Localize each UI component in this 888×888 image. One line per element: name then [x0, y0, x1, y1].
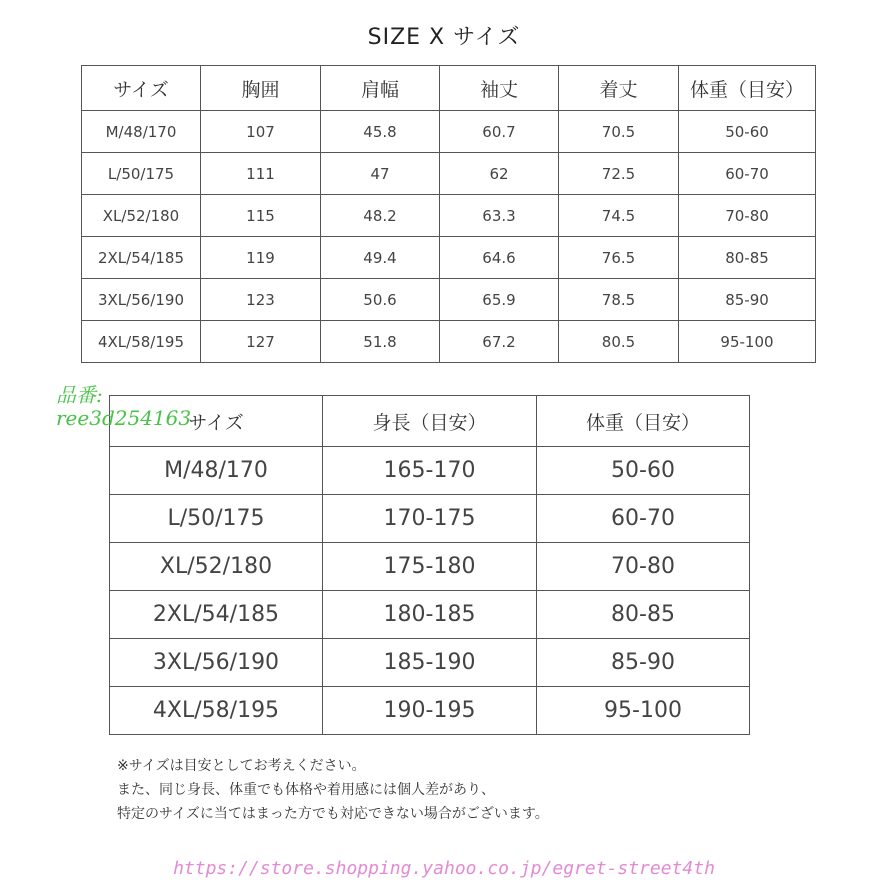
table-cell: 62 — [440, 153, 559, 195]
column-header: 胸囲 — [201, 66, 321, 111]
table-cell: 65.9 — [440, 279, 559, 321]
table-cell: 50-60 — [679, 111, 816, 153]
table-cell: 80.5 — [559, 321, 679, 363]
size-height-weight-table-body — [110, 396, 750, 735]
table-row — [82, 195, 816, 237]
table-cell: 70-80 — [537, 543, 750, 591]
table-cell: 64.6 — [440, 237, 559, 279]
column-header: サイズ — [82, 66, 201, 111]
table-cell: 4XL/58/195 — [110, 687, 323, 735]
table-cell: 45.8 — [321, 111, 440, 153]
column-header: 袖丈 — [440, 66, 559, 111]
table-cell: 165-170 — [323, 447, 537, 495]
table-cell: 180-185 — [323, 591, 537, 639]
table-cell: 85-90 — [679, 279, 816, 321]
table-cell: 175-180 — [323, 543, 537, 591]
table-cell: 50.6 — [321, 279, 440, 321]
note-line: ※サイズは目安としてお考えください。 — [117, 758, 366, 774]
table-cell: M/48/170 — [82, 111, 201, 153]
table-cell: 70-80 — [679, 195, 816, 237]
size-notes — [117, 754, 549, 826]
table-cell: 67.2 — [440, 321, 559, 363]
page-title: SIZE X サイズ — [367, 25, 521, 50]
size-measurements-table — [81, 65, 816, 363]
table-cell: 80-85 — [679, 237, 816, 279]
table-cell: 47 — [321, 153, 440, 195]
table-cell: 80-85 — [537, 591, 750, 639]
table-cell: 85-90 — [537, 639, 750, 687]
column-header: サイズ — [110, 396, 323, 447]
table-row — [110, 447, 750, 495]
column-header: 体重（目安） — [537, 396, 750, 447]
table-cell: 170-175 — [323, 495, 537, 543]
column-header: 身長（目安） — [323, 396, 537, 447]
table-cell: 74.5 — [559, 195, 679, 237]
table-cell: 78.5 — [559, 279, 679, 321]
table-row — [110, 687, 750, 735]
table-cell: XL/52/180 — [82, 195, 201, 237]
size-measurements-table-body — [82, 66, 816, 363]
table-cell: 4XL/58/195 — [82, 321, 201, 363]
table-row — [110, 495, 750, 543]
table-cell: 185-190 — [323, 639, 537, 687]
column-header: 着丈 — [559, 66, 679, 111]
table-cell: 70.5 — [559, 111, 679, 153]
table-cell: 127 — [201, 321, 321, 363]
column-header: 肩幅 — [321, 66, 440, 111]
table-cell: 95-100 — [679, 321, 816, 363]
table-cell: 63.3 — [440, 195, 559, 237]
table-cell: 60-70 — [679, 153, 816, 195]
table-cell: M/48/170 — [110, 447, 323, 495]
table-cell: 50-60 — [537, 447, 750, 495]
table-cell: XL/52/180 — [110, 543, 323, 591]
table-cell: 2XL/54/185 — [110, 591, 323, 639]
size-height-weight-table — [109, 395, 750, 735]
table-cell: 111 — [201, 153, 321, 195]
note-line: 特定のサイズに当てはまった方でも対応できない場合がございます。 — [117, 806, 549, 822]
table-cell: L/50/175 — [110, 495, 323, 543]
note-line: また、同じ身長、体重でも体格や着用感には個人差があり、 — [117, 782, 495, 798]
table-cell: 60-70 — [537, 495, 750, 543]
watermark-label: 品番: — [56, 383, 103, 407]
column-header: 体重（目安） — [679, 66, 816, 111]
table-cell: 76.5 — [559, 237, 679, 279]
table-row — [82, 153, 816, 195]
table-cell: 115 — [201, 195, 321, 237]
table-cell: 95-100 — [537, 687, 750, 735]
table-header-row — [110, 396, 750, 447]
table-cell: 190-195 — [323, 687, 537, 735]
table-cell: 3XL/56/190 — [82, 279, 201, 321]
table-row — [82, 321, 816, 363]
table-row — [82, 237, 816, 279]
table-row — [82, 111, 816, 153]
table-cell: 60.7 — [440, 111, 559, 153]
table-row — [110, 591, 750, 639]
table-row — [110, 543, 750, 591]
table-cell: 49.4 — [321, 237, 440, 279]
table-cell: 2XL/54/185 — [82, 237, 201, 279]
table-cell: 51.8 — [321, 321, 440, 363]
table-cell: 3XL/56/190 — [110, 639, 323, 687]
watermark-code: ree3d254163 — [56, 406, 192, 430]
table-row — [110, 639, 750, 687]
table-cell: 107 — [201, 111, 321, 153]
table-cell: 119 — [201, 237, 321, 279]
table-cell: 123 — [201, 279, 321, 321]
table-cell: 48.2 — [321, 195, 440, 237]
table-header-row — [82, 66, 816, 111]
store-url-link[interactable]: https://store.shopping.yahoo.co.jp/egret-street4th — [173, 858, 715, 879]
table-cell: L/50/175 — [82, 153, 201, 195]
table-cell: 72.5 — [559, 153, 679, 195]
table-row — [82, 279, 816, 321]
